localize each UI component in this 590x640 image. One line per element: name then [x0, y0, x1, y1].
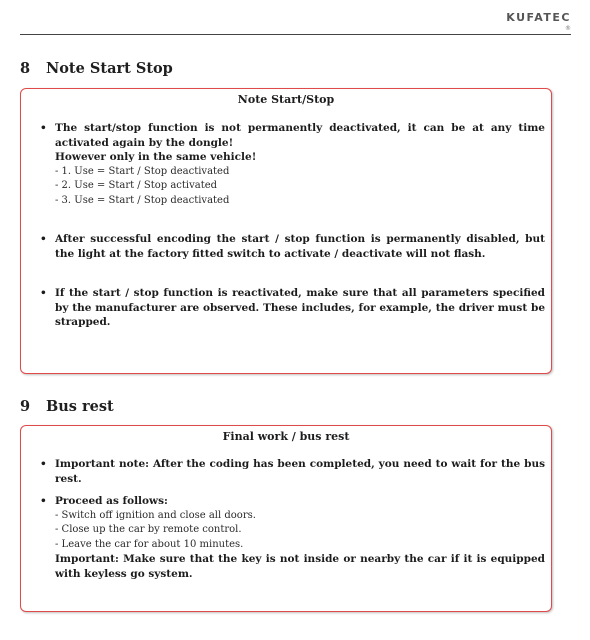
brand-logo [506, 11, 571, 32]
item-text: After successful encoding the start / stop function is permanently disabled, but the light at the factory fitted switch to activate / deactivate will not flash. [55, 233, 545, 260]
list-item [40, 286, 545, 330]
sub-item: - Switch off ignition and close all doors. [55, 509, 256, 521]
brand-name: KUFATEC [506, 11, 571, 24]
section-heading-8 [20, 60, 173, 77]
section-heading-9 [20, 398, 114, 415]
item-text: Proceed as follows: [55, 495, 168, 507]
registered-mark: ® [565, 25, 571, 32]
section-title: Bus rest [46, 398, 114, 415]
bullet-icon: • [40, 458, 47, 470]
bullet-icon: • [40, 287, 47, 299]
final-work-box [20, 425, 552, 612]
list-item [40, 232, 545, 261]
list-item [40, 121, 545, 208]
section-number: 9 [20, 398, 31, 415]
item-text: The start/stop function is not permanently deactivated, it can be at any time activated again by the dongle! [55, 122, 545, 149]
bullet-icon: • [40, 122, 47, 134]
note-start-stop-box [20, 88, 552, 374]
list-item [40, 457, 545, 486]
bullet-icon: • [40, 233, 47, 245]
item-text: If the start / stop function is reactivated, make sure that all parameters specified by the manufacturer are observed. These includes, for example, the driver must be strapped. [55, 287, 545, 328]
box-title: Final work / bus rest [222, 430, 350, 443]
list-item [40, 494, 545, 581]
section-number: 8 [20, 60, 31, 77]
item-text: Important note: After the coding has been completed, you need to wait for the bus rest. [55, 458, 545, 485]
important-text: Important: Make sure that the key is not inside or nearby the car if it is equipped with keyless go system. [55, 553, 545, 580]
header-rule [20, 34, 571, 35]
section-title: Note Start Stop [46, 60, 173, 77]
sub-item: - 1. Use = Start / Stop deactivated [55, 165, 230, 177]
item-text: However only in the same vehicle! [55, 151, 257, 163]
sub-item: - 2. Use = Start / Stop activated [55, 180, 218, 191]
bullet-icon: • [40, 495, 47, 507]
sub-item: - Leave the car for about 10 minutes. [55, 538, 244, 550]
sub-item: - 3. Use = Start / Stop deactivated [55, 194, 230, 206]
sub-item: - Close up the car by remote control. [55, 524, 242, 535]
box-title: Note Start/Stop [237, 93, 335, 106]
